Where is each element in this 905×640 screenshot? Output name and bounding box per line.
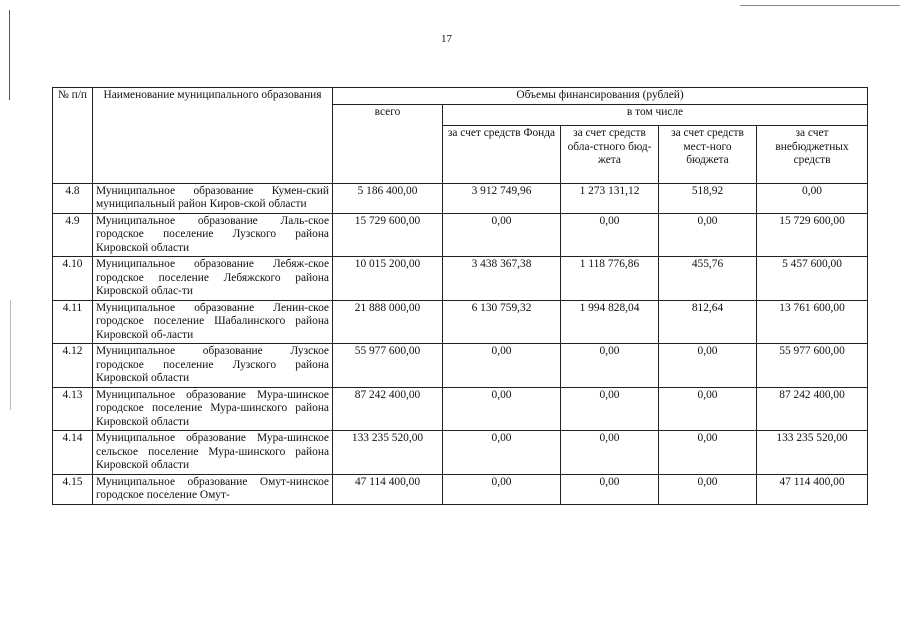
row-regional: 0,00 (561, 431, 659, 475)
row-num: 4.9 (53, 213, 93, 257)
row-extra: 13 761 600,00 (757, 300, 868, 344)
row-num: 4.14 (53, 431, 93, 475)
row-local: 812,64 (659, 300, 757, 344)
row-fund: 0,00 (443, 474, 561, 504)
page-number: 17 (441, 33, 452, 45)
scan-top-line (740, 5, 900, 6)
header-local: за счет средств мест-ного бюджета (659, 126, 757, 183)
row-extra: 87 242 400,00 (757, 387, 868, 431)
row-fund: 3 912 749,96 (443, 183, 561, 213)
row-total: 10 015 200,00 (333, 257, 443, 301)
row-total: 55 977 600,00 (333, 344, 443, 388)
row-local: 0,00 (659, 387, 757, 431)
row-name: Муниципальное образование Мура-шинское городское поселение Мура-шинского района Кировской области (93, 387, 333, 431)
row-fund: 0,00 (443, 213, 561, 257)
row-regional: 0,00 (561, 387, 659, 431)
table-row (53, 213, 868, 257)
row-total: 21 888 000,00 (333, 300, 443, 344)
row-fund: 6 130 759,32 (443, 300, 561, 344)
header-fund: за счет средств Фонда (443, 126, 561, 183)
row-extra: 15 729 600,00 (757, 213, 868, 257)
header-volumes: Объемы финансирования (рублей) (333, 88, 868, 105)
row-local: 455,76 (659, 257, 757, 301)
row-local: 0,00 (659, 431, 757, 475)
header-extra: за счет внебюджетных средств (757, 126, 868, 183)
table-row (53, 344, 868, 388)
row-total: 5 186 400,00 (333, 183, 443, 213)
row-regional: 0,00 (561, 213, 659, 257)
row-fund: 3 438 367,38 (443, 257, 561, 301)
row-extra: 0,00 (757, 183, 868, 213)
row-total: 87 242 400,00 (333, 387, 443, 431)
header-total: всего (333, 104, 443, 183)
row-num: 4.12 (53, 344, 93, 388)
row-name: Муниципальное образование Лебяж-ское городское поселение Лебяжского района Кировской облас-ти (93, 257, 333, 301)
row-num: 4.15 (53, 474, 93, 504)
header-including: в том числе (443, 104, 868, 126)
row-extra: 5 457 600,00 (757, 257, 868, 301)
row-name: Муниципальное образование Мура-шинское сельское поселение Мура-шинского района Кировской области (93, 431, 333, 475)
row-name: Муниципальное образование Омут-нинское городское поселение Омут- (93, 474, 333, 504)
header-num: № п/п (53, 88, 93, 184)
scan-edge-mark (10, 300, 11, 410)
header-regional: за счет средств обла-стного бюд-жета (561, 126, 659, 183)
row-total: 47 114 400,00 (333, 474, 443, 504)
table-row (53, 183, 868, 213)
row-total: 15 729 600,00 (333, 213, 443, 257)
row-local: 518,92 (659, 183, 757, 213)
row-regional: 1 273 131,12 (561, 183, 659, 213)
table-row (53, 387, 868, 431)
row-regional: 1 994 828,04 (561, 300, 659, 344)
table-row (53, 300, 868, 344)
financing-table (52, 87, 868, 505)
row-regional: 1 118 776,86 (561, 257, 659, 301)
table-row (53, 474, 868, 504)
row-name: Муниципальное образование Кумен-ский муниципальный район Киров-ской области (93, 183, 333, 213)
row-num: 4.10 (53, 257, 93, 301)
table-row (53, 431, 868, 475)
header-name: Наименование муниципального образования (93, 88, 333, 184)
row-regional: 0,00 (561, 474, 659, 504)
row-fund: 0,00 (443, 387, 561, 431)
row-num: 4.8 (53, 183, 93, 213)
row-extra: 133 235 520,00 (757, 431, 868, 475)
row-total: 133 235 520,00 (333, 431, 443, 475)
row-regional: 0,00 (561, 344, 659, 388)
row-fund: 0,00 (443, 344, 561, 388)
row-extra: 47 114 400,00 (757, 474, 868, 504)
row-num: 4.11 (53, 300, 93, 344)
table-row (53, 257, 868, 301)
row-local: 0,00 (659, 474, 757, 504)
row-num: 4.13 (53, 387, 93, 431)
row-local: 0,00 (659, 344, 757, 388)
row-name: Муниципальное образование Лузское городское поселение Лузского района Кировской области (93, 344, 333, 388)
row-name: Муниципальное образование Лаль-ское городское поселение Лузского района Кировской области (93, 213, 333, 257)
row-name: Муниципальное образование Ленин-ское городское поселение Шабалинского района Кировской об-ласти (93, 300, 333, 344)
row-fund: 0,00 (443, 431, 561, 475)
row-extra: 55 977 600,00 (757, 344, 868, 388)
row-local: 0,00 (659, 213, 757, 257)
scan-edge-mark (9, 10, 10, 100)
